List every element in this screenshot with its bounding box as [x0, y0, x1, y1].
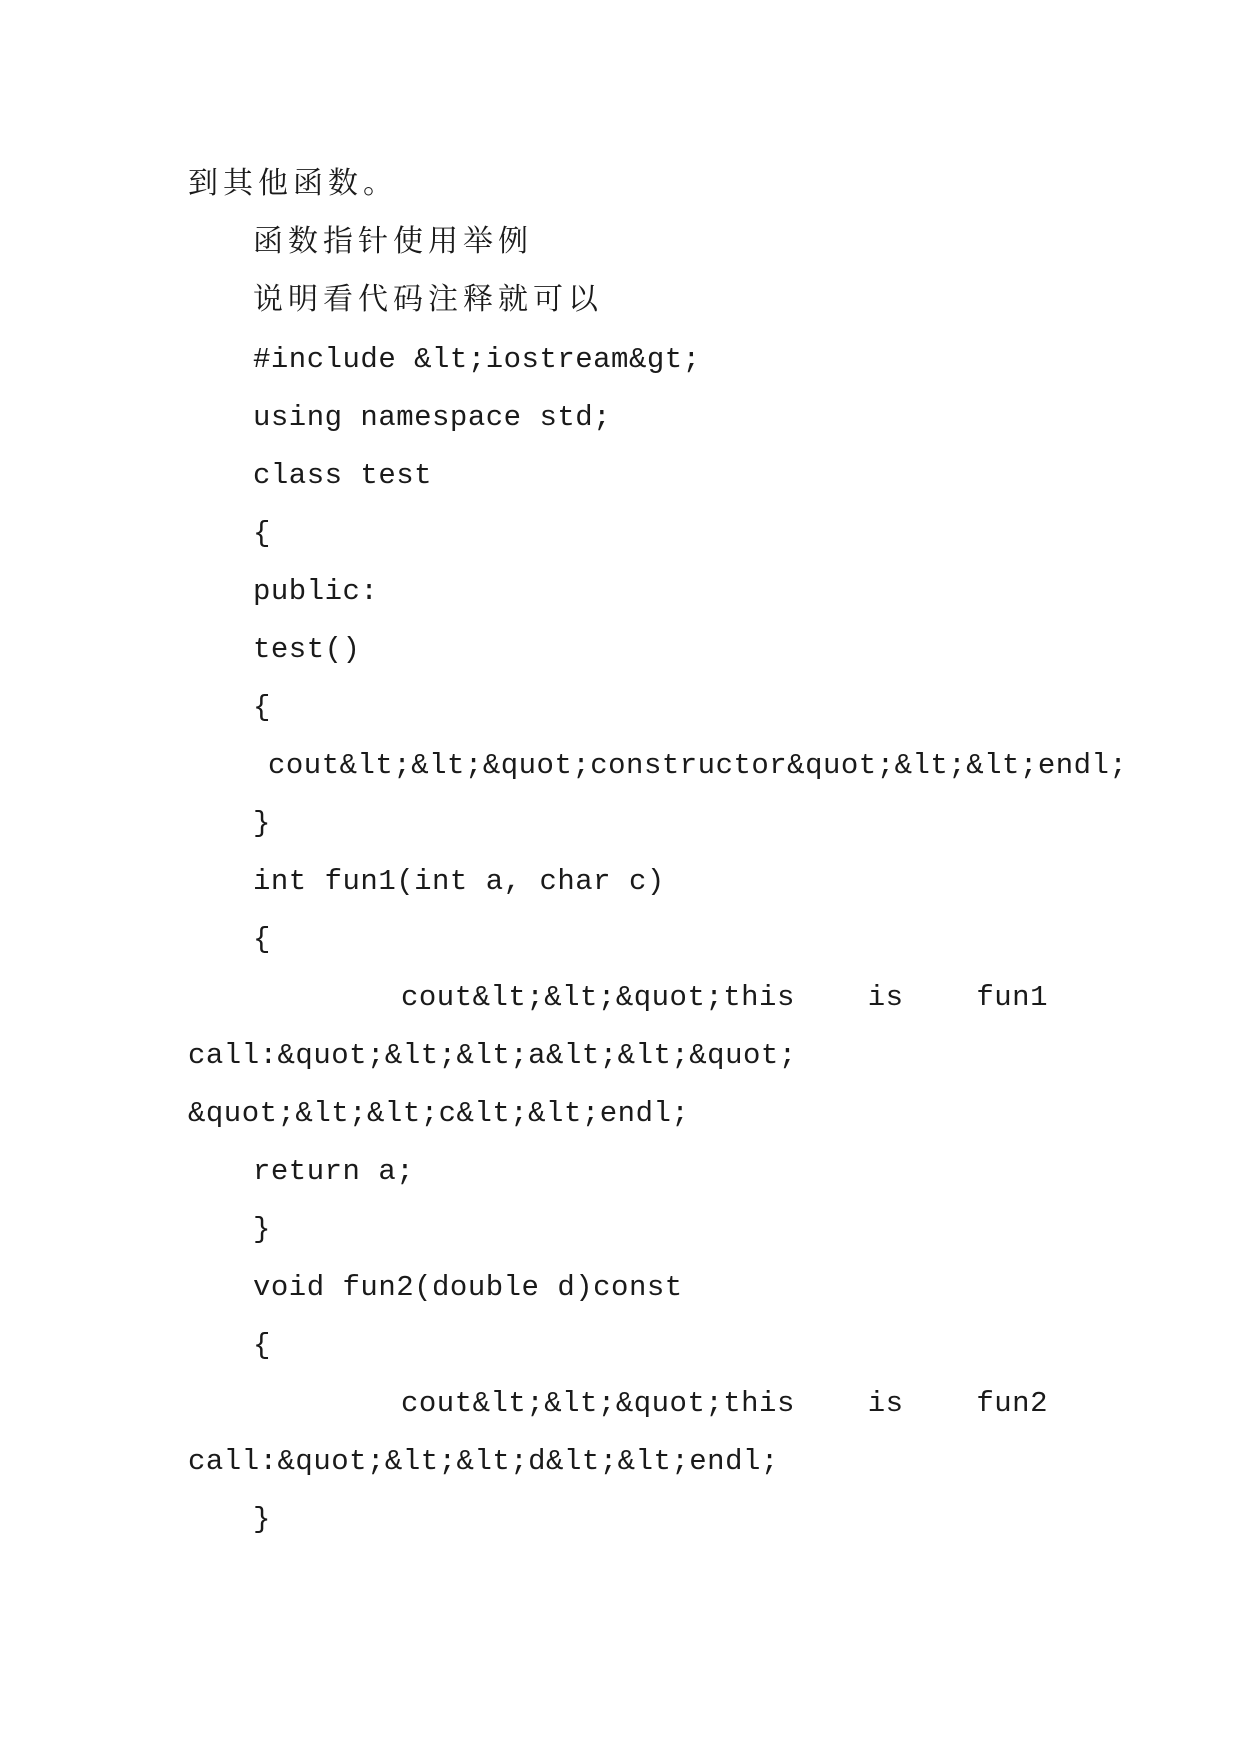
- code-line: {: [253, 691, 271, 724]
- code-fragment: fun1: [976, 981, 1048, 1014]
- code-line-justified: [401, 980, 1048, 1016]
- code-fragment: cout&lt;&lt;&quot;this: [401, 981, 795, 1014]
- code-line: return a;: [253, 1155, 415, 1188]
- text-line: 说明看代码注释就可以: [253, 282, 603, 317]
- code-line: {: [253, 517, 271, 550]
- code-line: }: [253, 1213, 271, 1246]
- code-line: call:&quot;&lt;&lt;d&lt;&lt;endl;: [188, 1445, 779, 1478]
- code-line: }: [253, 1503, 271, 1536]
- code-line: int fun1(int a, char c): [253, 865, 665, 898]
- code-line: call:&quot;&lt;&lt;a&lt;&lt;&quot;: [188, 1039, 797, 1072]
- code-line-justified: [401, 1386, 1048, 1422]
- code-fragment: fun2: [976, 1387, 1048, 1420]
- code-line: {: [253, 1329, 271, 1362]
- code-line: &quot;&lt;&lt;c&lt;&lt;endl;: [188, 1097, 690, 1130]
- code-line: void fun2(double d)const: [253, 1271, 683, 1304]
- code-line: #include &lt;iostream&gt;: [253, 343, 701, 376]
- code-line: }: [253, 807, 271, 840]
- code-line: {: [253, 923, 271, 956]
- text-line: 到其他函数。: [188, 166, 398, 201]
- code-line: public:: [253, 575, 379, 608]
- section-heading: 函数指针使用举例: [253, 224, 533, 259]
- code-fragment: is: [867, 981, 904, 1014]
- code-line: test(): [253, 633, 361, 666]
- code-line: cout&lt;&lt;&quot;constructor&quot;&lt;&lt;endl;: [268, 749, 1128, 782]
- code-line: class test: [253, 459, 433, 492]
- code-fragment: is: [867, 1387, 904, 1420]
- code-line: using namespace std;: [253, 401, 612, 434]
- code-fragment: cout&lt;&lt;&quot;this: [401, 1387, 795, 1420]
